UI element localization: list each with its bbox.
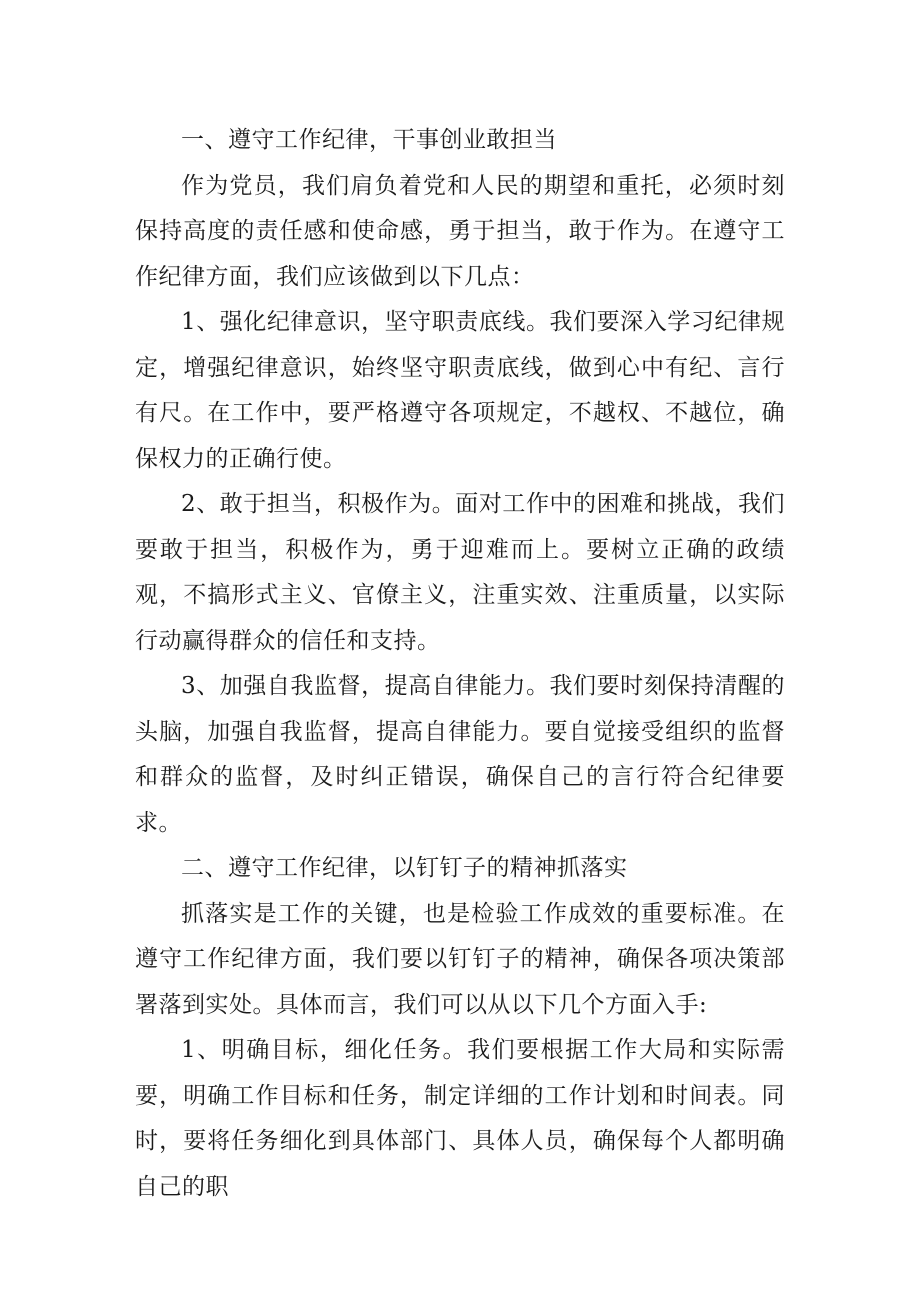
section-heading-1: 一、遵守工作纪律，干事创业敢担当 xyxy=(181,127,557,153)
paragraph-intro-1: 作为党员，我们肩负着党和人民的期望和重托，必须时刻保持高度的责任感和使命感，勇于担当，敢于作为。在遵守工作纪律方面，我们应该做到以下几点： xyxy=(135,172,785,290)
section-heading-2: 二、遵守工作纪律，以钉钉子的精神抓落实 xyxy=(181,855,628,881)
paragraph-intro-2: 抓落实是工作的关键，也是检验工作成效的重要标准。在遵守工作纪律方面，我们要以钉钉子的精神，确保各项决策部署落到实处。具体而言，我们可以从以下几个方面入手: xyxy=(135,900,785,1018)
list-item-self-supervision: 3、加强自我监督，提高自律能力。我们要时刻保持清醒的头脑，加强自我监督，提高自律能力。要自觉接受组织的监督和群众的监督，及时纠正错误，确保自己的言行符合纪律要求。 xyxy=(135,673,785,836)
list-item-clear-goals: 1、明确目标，细化任务。我们要根据工作大局和实际需要，明确工作目标和任务，制定详细的工作计划和时间表。同时，要将任务细化到具体部门、具体人员，确保每个人都明确自己的职 xyxy=(135,1037,785,1200)
list-item-take-responsibility: 2、敢于担当，积极作为。面对工作中的困难和挑战，我们要敢于担当，积极作为，勇于迎难而上。要树立正确的政绩观，不搞形式主义、官僚主义，注重实效、注重质量，以实际行动赢得群众的信任和支持。 xyxy=(135,491,785,654)
document-body xyxy=(135,118,785,1210)
list-item-discipline-awareness: 1、强化纪律意识，坚守职责底线。我们要深入学习纪律规定，增强纪律意识，始终坚守职责底线，做到心中有纪、言行有尺。在工作中，要严格遵守各项规定，不越权、不越位，确保权力的正确行使。 xyxy=(135,309,785,472)
